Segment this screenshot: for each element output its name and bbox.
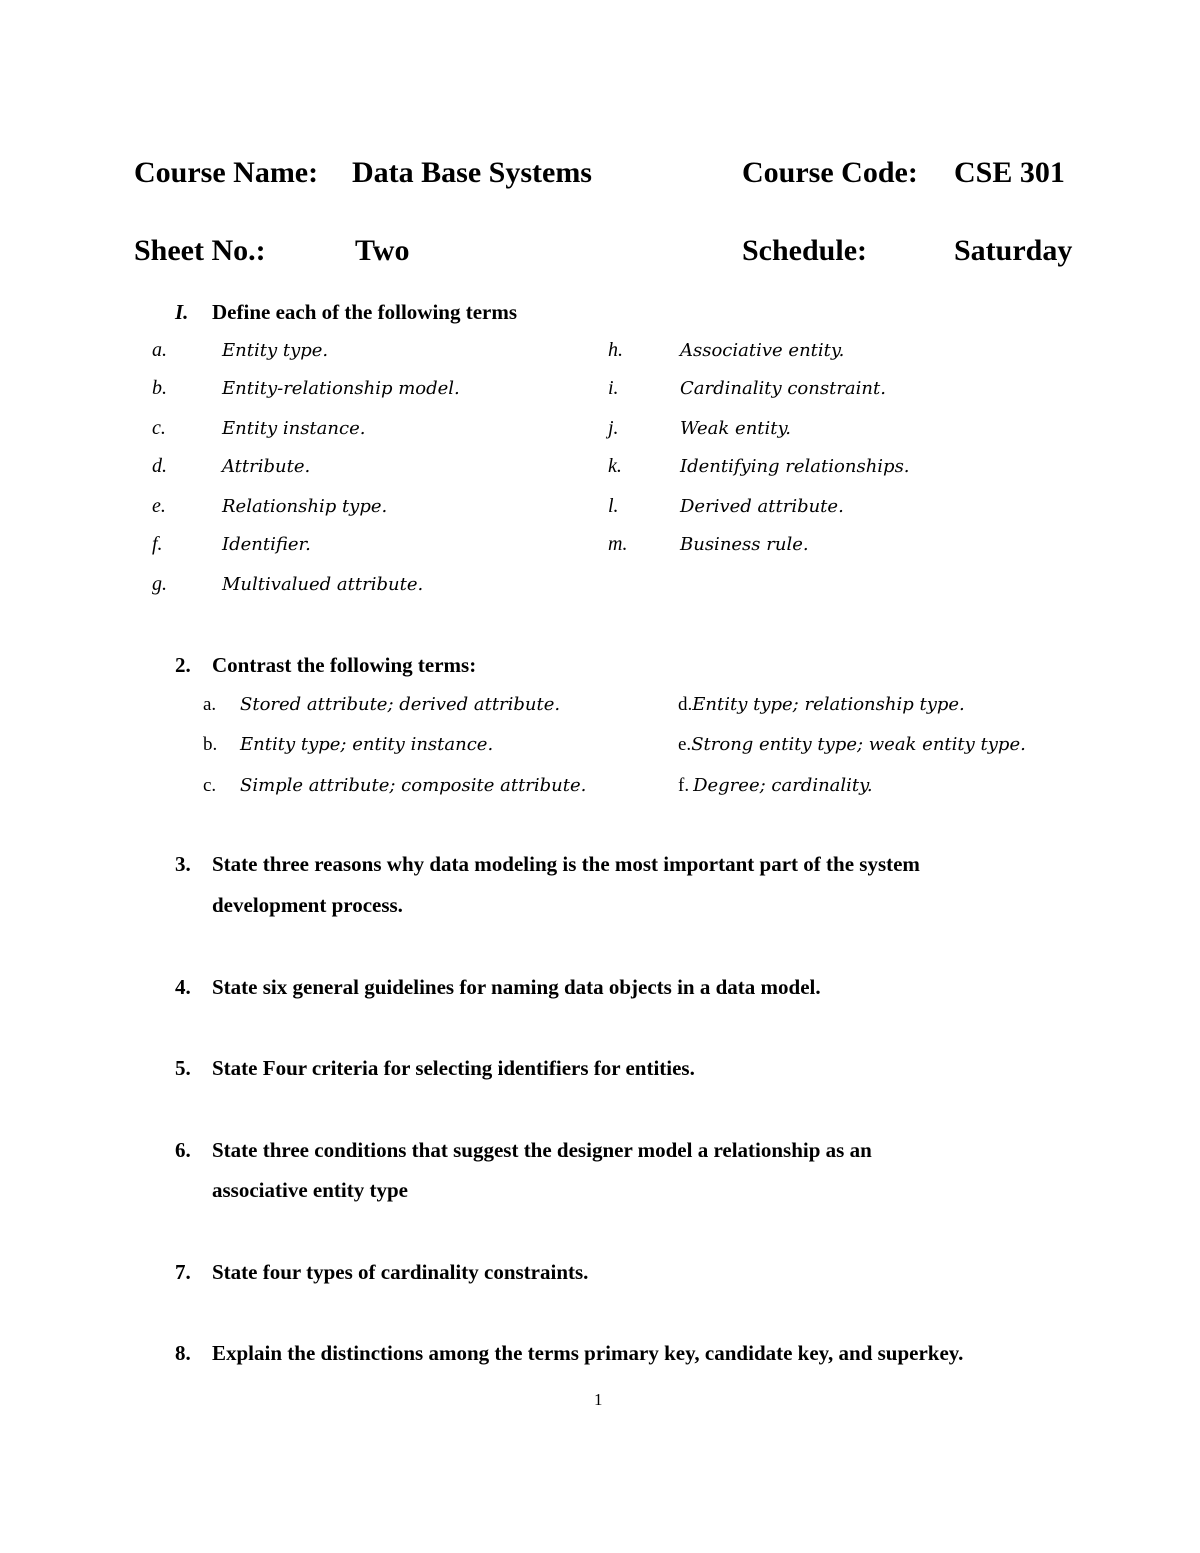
list-item-term: Strong entity type; weak entity type.: [691, 734, 1026, 755]
q4-text: State six general guidelines for naming data objects in a data model.: [212, 975, 821, 999]
q2-number: 2.: [175, 653, 191, 677]
list-item-letter: e.: [152, 495, 166, 517]
list-item-term: Entity type; relationship type.: [692, 694, 965, 715]
course-name-value: Data Base Systems: [352, 156, 592, 189]
q7-number: 7.: [175, 1260, 191, 1284]
list-item-term: Multivalued attribute.: [222, 574, 424, 595]
list-item-letter: f.: [152, 533, 163, 555]
page-number: 1: [594, 1390, 603, 1409]
list-item-letter: k.: [608, 455, 622, 477]
q1-text: Define each of the following terms: [212, 300, 518, 324]
q1-number: I.: [175, 300, 189, 324]
list-item-term: Entity-relationship model.: [222, 378, 460, 399]
course-code-value: CSE 301: [954, 156, 1065, 189]
list-item-term: Entity instance.: [222, 418, 366, 439]
q8-text: Explain the distinctions among the terms primary key, candidate key, and superkey.: [212, 1341, 964, 1365]
list-item-term: Simple attribute; composite attribute.: [240, 775, 587, 796]
sheet-value: Two: [355, 234, 410, 267]
list-item-letter: a.: [203, 694, 217, 715]
q5-text: State Four criteria for selecting identifiers for entities.: [212, 1056, 695, 1080]
list-item-term: Attribute.: [222, 456, 311, 477]
list-item: [678, 734, 1026, 756]
q2-text: Contrast the following terms:: [212, 653, 477, 677]
list-item-term: Entity type.: [222, 340, 329, 361]
q6-text-line2: associative entity type: [212, 1178, 408, 1202]
list-item-term: Relationship type.: [222, 496, 388, 517]
list-item-term: Stored attribute; derived attribute.: [240, 694, 561, 715]
course-code-label: Course Code:: [742, 156, 918, 189]
list-item-letter: d.: [678, 694, 693, 715]
q7-text: State four types of cardinality constraints.: [212, 1260, 589, 1284]
q5-number: 5.: [175, 1056, 191, 1080]
list-item-term: Identifier.: [222, 534, 311, 555]
list-item-term: Associative entity.: [680, 340, 845, 361]
q6-text-line1: State three conditions that suggest the designer model a relationship as an: [212, 1138, 872, 1162]
list-item-letter: d.: [152, 455, 167, 477]
q6-number: 6.: [175, 1138, 191, 1162]
list-item-letter: i.: [608, 377, 619, 399]
list-item-term: Entity type; entity instance.: [240, 734, 494, 755]
list-item-letter: e.: [678, 734, 692, 755]
list-item-letter: b.: [152, 377, 167, 399]
list-item-letter: h.: [608, 339, 623, 361]
list-item-letter: m.: [608, 533, 628, 555]
list-item-term: Weak entity.: [680, 418, 792, 439]
list-item-letter: g.: [152, 573, 167, 595]
list-item-term: Identifying relationships.: [680, 456, 910, 477]
list-item-letter: a.: [152, 339, 167, 361]
list-item-term: Degree; cardinality.: [693, 775, 873, 796]
list-item-letter: b.: [203, 734, 218, 755]
list-item: [678, 694, 965, 716]
list-item: [678, 775, 873, 797]
course-name-label: Course Name:: [134, 156, 319, 189]
list-item-term: Derived attribute.: [680, 496, 844, 517]
q3-number: 3.: [175, 852, 191, 876]
q8-number: 8.: [175, 1341, 191, 1365]
list-item-letter: l.: [608, 495, 619, 517]
list-item-letter: j.: [608, 417, 619, 439]
list-item-letter: f.: [678, 775, 690, 796]
sheet-label: Sheet No.:: [134, 234, 266, 267]
q4-number: 4.: [175, 975, 191, 999]
list-item-letter: c.: [203, 775, 217, 796]
list-item-letter: c.: [152, 417, 166, 439]
schedule-value: Saturday: [954, 234, 1073, 267]
list-item-term: Cardinality constraint.: [680, 378, 886, 399]
schedule-label: Schedule:: [742, 234, 868, 267]
q3-text-line1: State three reasons why data modeling is the most important part of the system: [212, 852, 920, 876]
list-item-term: Business rule.: [680, 534, 809, 555]
q3-text-line2: development process.: [212, 893, 403, 917]
